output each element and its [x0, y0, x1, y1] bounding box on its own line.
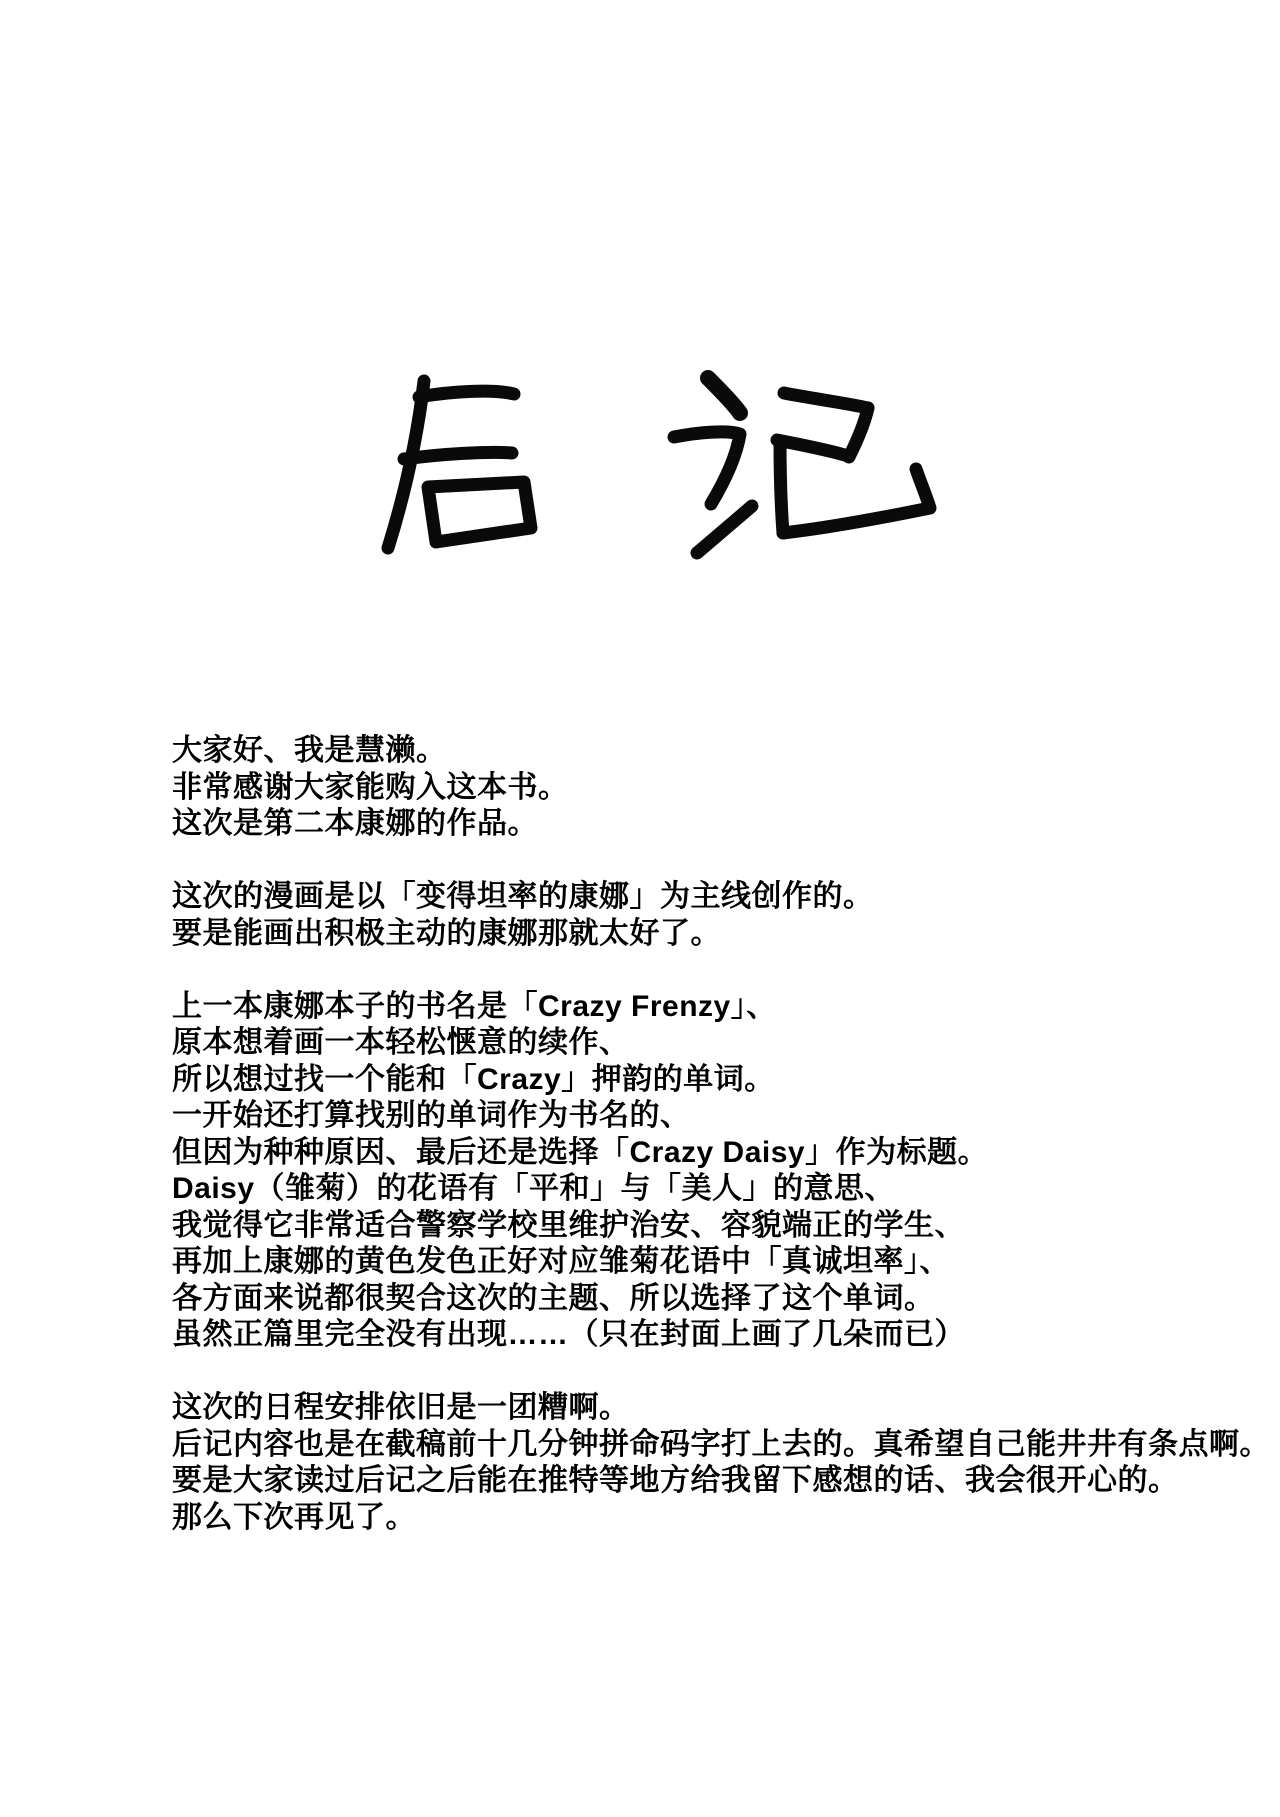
- afterword-line: 要是能画出积极主动的康娜那就太好了。: [172, 916, 721, 950]
- afterword-line: Daisy（雏菊）的花语有「平和」与「美人」的意思、: [172, 1172, 896, 1205]
- afterword-line: 要是大家读过后记之后能在推特等地方给我留下感想的话、我会很开心的。: [172, 1464, 1179, 1497]
- afterword-paragraph: [172, 733, 1232, 843]
- title-char-hou: [388, 381, 531, 548]
- afterword-paragraph: [172, 1390, 1270, 1536]
- afterword-text: [172, 733, 1270, 1536]
- afterword-line: 上一本康娜本子的书名是「Crazy Frenzy」、: [172, 989, 777, 1023]
- afterword-line: 这次的日程安排依旧是一团糟啊。: [172, 1391, 630, 1424]
- afterword-line: 大家好、我是慧濑。: [172, 734, 447, 767]
- afterword-line: 但因为种种原因、最后还是选择「Crazy Daisy」作为标题。: [172, 1135, 989, 1169]
- afterword-paragraph: [172, 879, 1232, 952]
- afterword-paragraph: [172, 989, 1232, 1354]
- afterword-line: 原本想着画一本轻松惬意的续作、: [172, 1026, 630, 1059]
- afterword-line: 虽然正篇里完全没有出现……（只在封面上画了几朵而已）: [172, 1318, 965, 1351]
- afterword-line: 非常感谢大家能购入这本书。: [172, 770, 569, 804]
- afterword-line: 一开始还打算找别的单词作为书名的、: [172, 1099, 691, 1132]
- afterword-line: 再加上康娜的黄色发色正好对应雏菊花语中「真诚坦率」、: [172, 1245, 950, 1278]
- afterword-line: 所以想过找一个能和「Crazy」押韵的单词。: [172, 1062, 775, 1096]
- afterword-line: 这次的漫画是以「变得坦率的康娜」为主线创作的。: [172, 880, 874, 913]
- title-char-ji: [674, 378, 930, 553]
- afterword-line: 后记内容也是在截稿前十几分钟拼命码字打上去的。真希望自己能井井有条点啊。: [172, 1427, 1270, 1461]
- afterword-line: 我觉得它非常适合警察学校里维护治安、容貌端正的学生、: [172, 1208, 965, 1242]
- afterword-line: 各方面来说都很契合这次的主题、所以选择了这个单词。: [172, 1281, 935, 1315]
- afterword-line: 这次是第二本康娜的作品。: [172, 807, 538, 840]
- afterword-title-handwritten: [0, 0, 1280, 640]
- afterword-line: 那么下次再见了。: [172, 1500, 416, 1534]
